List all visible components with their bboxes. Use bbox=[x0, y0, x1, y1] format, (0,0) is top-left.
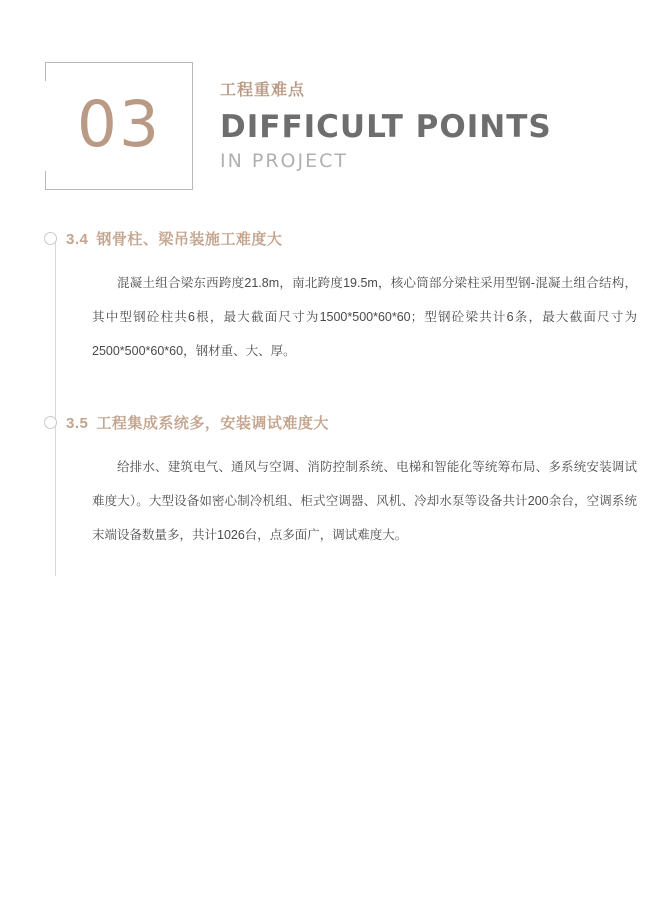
section-heading-3-4 bbox=[66, 228, 282, 249]
section-number: 03 bbox=[76, 88, 162, 162]
number-accent-bar bbox=[42, 81, 54, 171]
section-body-3-4: 混凝土组合梁东西跨度21.8m，南北跨度19.5m，核心筒部分梁柱采用型钢-混凝土组合结构，其中型钢砼柱共6根，最大截面尺寸为1500*500*60*60；型钢砼梁共计6条，最大截面尺寸为2500*500*60*60，钢材重、大、厚。 bbox=[92, 276, 637, 358]
timeline-bullet-icon bbox=[44, 416, 57, 429]
section-title-3-5: 工程集成系统多，安装调试难度大 bbox=[96, 415, 329, 432]
section-index-3-4: 3.4 bbox=[66, 231, 89, 248]
section-number-box bbox=[45, 62, 193, 190]
page-header bbox=[45, 62, 605, 192]
timeline-bullet-icon bbox=[44, 232, 57, 245]
page-title-english: DIFFICULT POINTS bbox=[220, 109, 552, 145]
timeline-line bbox=[55, 236, 56, 576]
page-title-chinese: 工程重难点 bbox=[220, 82, 306, 99]
section-title-3-4: 钢骨柱、梁吊装施工难度大 bbox=[96, 231, 283, 248]
page-subtitle-english: IN PROJECT bbox=[220, 150, 348, 172]
section-index-3-5: 3.5 bbox=[66, 415, 89, 432]
section-heading-3-5 bbox=[66, 412, 329, 433]
section-body-3-5: 给排水、建筑电气、通风与空调、消防控制系统、电梯和智能化等统筹布局、多系统安装调试难度大）。大型设备如密心制冷机组、柜式空调器、风机、冷却水泵等设备共计200余台，空调系统末端设备数量多，共计1026台，点多面广，调试难度大。 bbox=[92, 460, 637, 542]
header-titles bbox=[220, 80, 552, 174]
